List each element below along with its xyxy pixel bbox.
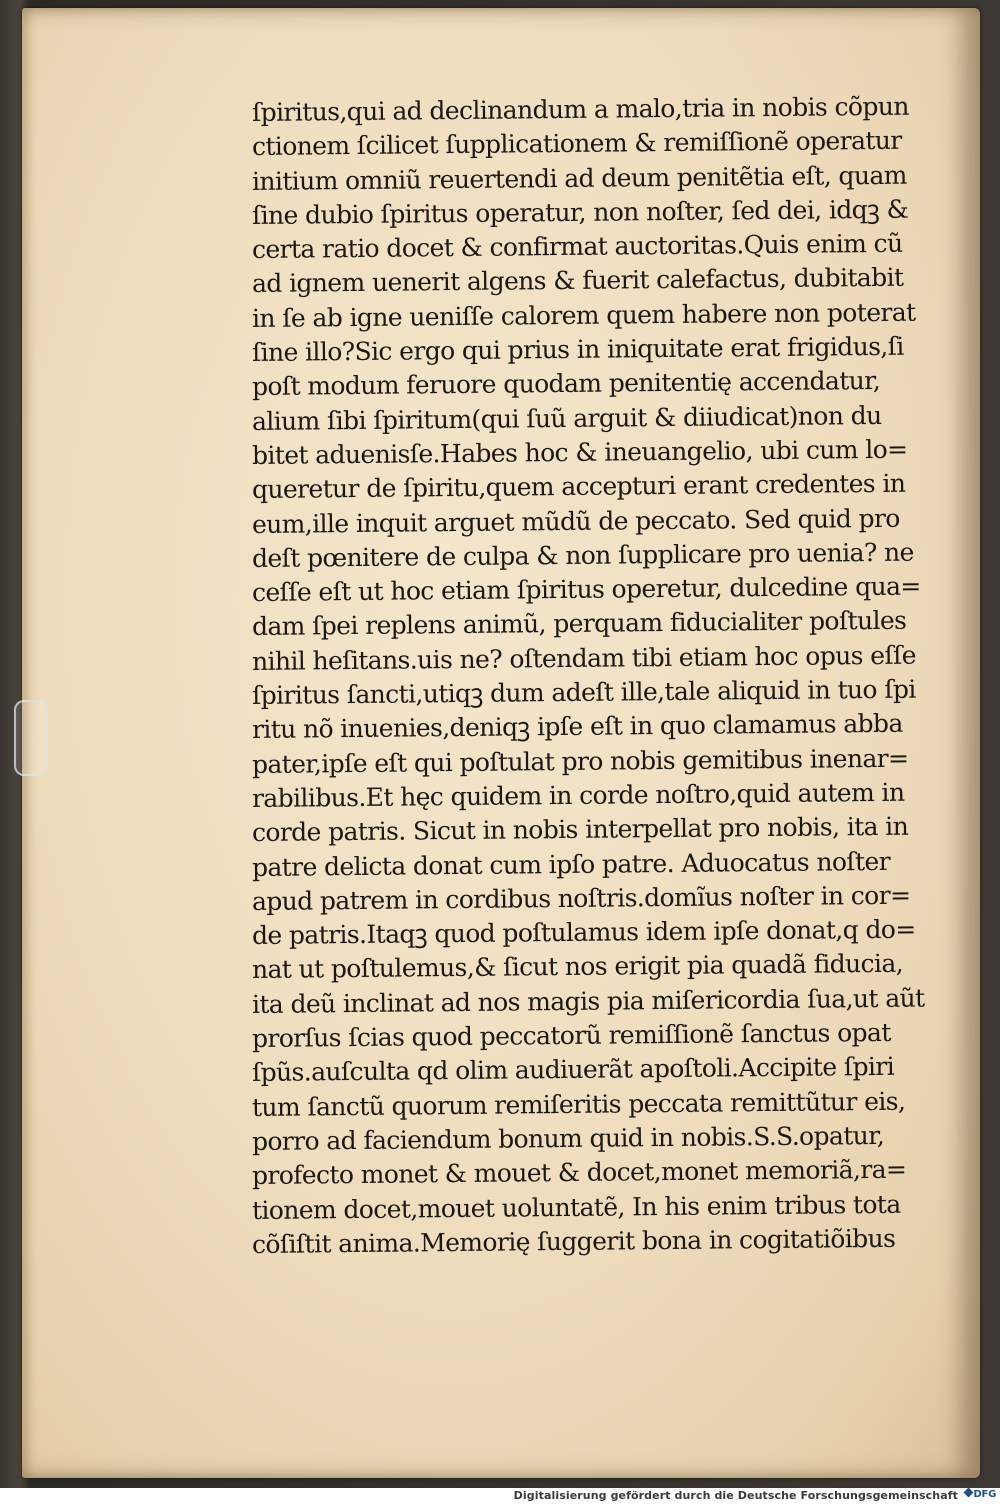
text-line: rabilibus.Et hęc quidem in corde noſtro,quid autem in — [251, 777, 905, 813]
text-line: tionem docet,mouet uoluntatẽ, In his enim tribus tota — [251, 1189, 901, 1225]
text-line: ceſſe eſt ut hoc etiam ſpiritus operetur, dulcedine qua= — [251, 571, 921, 608]
text-line: initium omniũ reuertendi ad deum penitẽtia eſt, quam — [251, 160, 907, 196]
dfg-logo: DFG — [965, 1489, 996, 1500]
text-line: deſt pœnitere de culpa & non ſupplicare pro uenia? ne — [251, 537, 914, 573]
text-block — [251, 91, 968, 1262]
text-line: ſine illo?Sic ergo qui prius in iniquitate erat frigidus,ſi — [251, 331, 904, 368]
text-line: poſt modum feruore quodam penitentię accendatur, — [251, 366, 881, 402]
text-line: ſpiritus,qui ad declinandum a malo,tria in nobis cõpun — [251, 91, 909, 127]
text-line: bitet aduenisſe.Habes hoc & ineuangelio, ubi cum lo= — [251, 434, 908, 470]
footer-credit: Digitalisierung gefördert durch die Deutsche Forschungsgemeinschaft — [513, 1489, 958, 1502]
text-line: patre delicta donat cum ipſo patre. Aduocatus noſter — [251, 846, 891, 882]
text-line: ad ignem uenerit algens & fuerit calefactus, dubitabit — [251, 263, 904, 299]
text-line: in ſe ab igne ueniſſe calorem quem habere non poterat — [251, 297, 916, 333]
text-line: eum,ille inquit arguet mũdũ de peccato. Sed quid pro — [251, 503, 900, 539]
text-line: ſine dubio ſpiritus operatur, non noſter, ſed dei, idqꝫ & — [251, 194, 909, 230]
text-line: ſpũs.auſculta qd olim audiuerãt apoſtoli.Accipite ſpiri — [251, 1052, 895, 1088]
footer-bar — [0, 1488, 1000, 1504]
text-line: ritu nõ inuenies,deniqꝫ ipſe eſt in quo clamamus abba — [251, 709, 903, 745]
text-line: corde patris. Sicut in nobis interpellat pro nobis, ita in — [251, 811, 909, 848]
text-line: tum ſanctũ quorum remiſeritis peccata remittũtur eis, — [251, 1086, 906, 1122]
text-line: dam ſpei replens animũ, perquam fiducialiter poſtules — [251, 606, 907, 642]
text-line: de patris.Itaqꝫ quod poſtulamus idem ipſe donat,q do= — [251, 914, 916, 951]
text-line: ctionem ſcilicet ſupplicationem & remiſſionẽ operatur — [251, 126, 902, 162]
text-line: ſpiritus ſancti,utiqꝫ dum adeſt ille,tale aliquid in tuo ſpi — [251, 674, 916, 711]
text-line: certa ratio docet & confirmat auctoritas.Quis enim cũ — [251, 228, 903, 265]
text-line: apud patrem in cordibus noſtris.domĩus noſter in cor= — [251, 880, 911, 916]
text-line: profecto monet & mouet & docet,monet memoriã,ra= — [251, 1154, 907, 1191]
text-line: porro ad faciendum bonum quid in nobis.S.S.opatur, — [251, 1120, 885, 1156]
page-tab-clip — [14, 700, 48, 776]
text-line: ita deũ inclinat ad nos magis pia miſericordia ſua,ut aũt — [251, 983, 925, 1019]
text-line: prorſus ſcias quod peccatorũ remiſſionẽ ſanctus opat — [251, 1017, 891, 1054]
text-line: nat ut poſtulemus,& ſicut nos erigit pia quadã fiducia, — [251, 949, 904, 985]
text-line: cõſiſtit anima.Memorię ſuggerit bona in cogitatiõibus — [251, 1223, 896, 1259]
text-line: alium ſibi ſpiritum(qui ſuũ arguit & diiudicat)non du — [251, 400, 882, 436]
text-line: pater,ipſe eſt qui poſtulat pro nobis gemitibus inenar= — [251, 743, 909, 779]
text-line: queretur de ſpiritu,quem accepturi erant credentes in — [251, 468, 906, 505]
text-line: nihil heſitans.uis ne? oſtendam tibi etiam hoc opus eſſe — [251, 640, 917, 676]
